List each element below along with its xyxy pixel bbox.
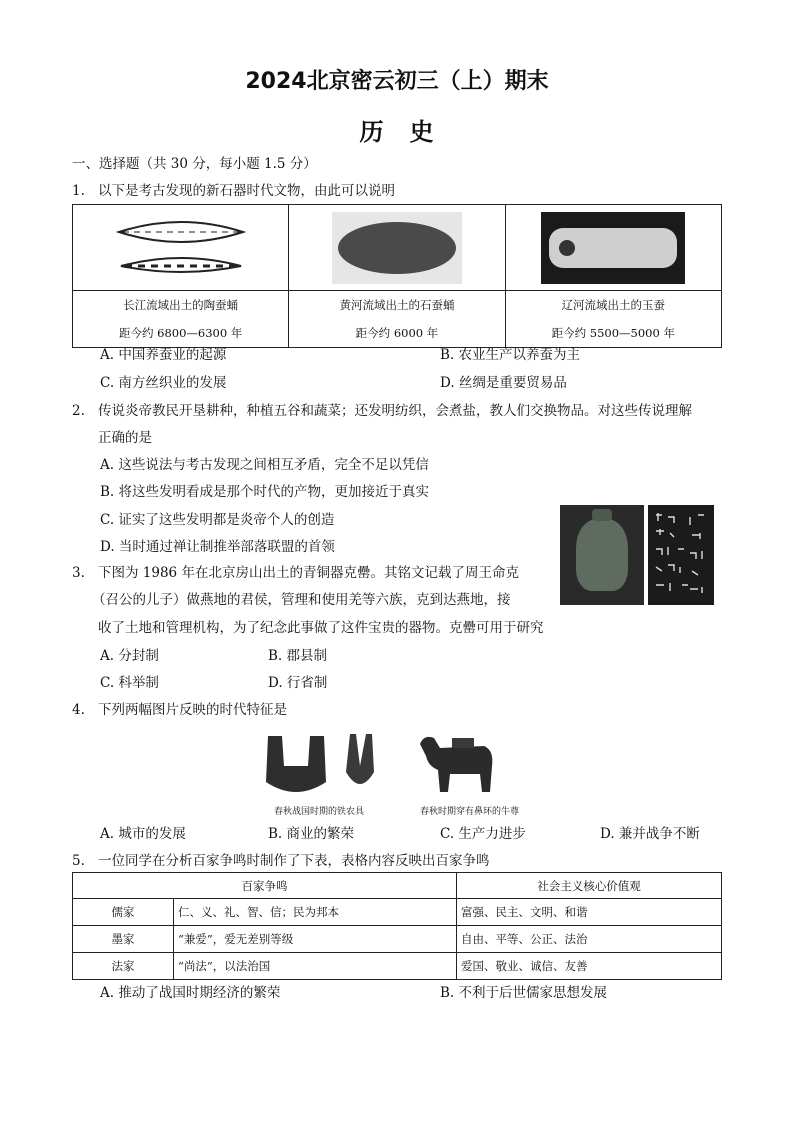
question-5-stem	[72, 852, 490, 870]
value-cell: 富强、民主、文明、和谐	[457, 899, 722, 926]
iron-tools-photo	[264, 726, 404, 802]
question-2-stem	[72, 402, 692, 420]
question-number: 4.	[72, 702, 85, 718]
caption-jade: 辽河流域出土的玉蚕 距今约 5500—5000 年	[505, 291, 721, 348]
question-text: 以下是考古发现的新石器时代文物，由此可以说明	[98, 183, 395, 199]
question-3-stem-cont2: 收了土地和管理机构，为了纪念此事做了这件宝贵的器物。克罍可用于研究	[98, 620, 544, 636]
ox-zun-photo	[414, 726, 500, 802]
cell-stone-silkworm	[289, 205, 505, 291]
q4-option-a: A. 城市的发展	[100, 826, 186, 842]
q3-option-a: A. 分封制	[100, 648, 159, 664]
q5-option-a: A. 推动了战国时期经济的繁荣	[100, 985, 281, 1001]
table-row	[73, 953, 722, 980]
cell-pottery-silkworm	[73, 205, 289, 291]
q1-option-a: A. 中国养蚕业的起源	[100, 347, 227, 363]
school-cell: 儒家	[73, 899, 174, 926]
caption-ox-zun: 春秋时期穿有鼻环的牛尊	[420, 807, 520, 817]
cell-jade-silkworm	[505, 205, 721, 291]
q4-option-b: B. 商业的繁荣	[268, 826, 355, 842]
question-text: 下列两幅图片反映的时代特征是	[98, 702, 287, 718]
caption-pottery: 长江流域出土的陶蚕蛹 距今约 6800—6300 年	[73, 291, 289, 348]
question-number: 2.	[72, 403, 85, 419]
question-2-stem-cont: 正确的是	[98, 430, 152, 446]
table-row	[73, 899, 722, 926]
question-text: 传说炎帝教民开垦耕种，种植五谷和蔬菜；还发明纺织，会煮盐，教人们交换物品。对这些传说理解	[98, 403, 692, 419]
q1-artifact-table	[72, 204, 722, 348]
section-heading: 一、选择题（共 30 分，每小题 1.5 分）	[72, 156, 317, 172]
jade-silkworm-photo	[541, 212, 685, 284]
q1-option-b: B. 农业生产以养蚕为主	[440, 347, 581, 363]
page-title: 2024北京密云初三（上）期末	[245, 69, 549, 94]
q3-option-d: D. 行省制	[268, 675, 328, 691]
school-cell: 法家	[73, 953, 174, 980]
idea-cell: “尚法”，以法治国	[174, 953, 457, 980]
idea-cell: “兼爱”，爱无差别等级	[174, 926, 457, 953]
idea-cell: 仁、义、礼、智、信；民为邦本	[174, 899, 457, 926]
q1-option-d: D. 丝绸是重要贸易品	[440, 375, 567, 391]
question-text: 下图为 1986 年在北京房山出土的青铜器克罍。其铭文记载了周王命克	[98, 565, 519, 581]
q2-option-c: C. 证实了这些发明都是炎帝个人的创造	[100, 512, 335, 528]
question-3-stem-cont1: （召公的儿子）做燕地的君侯，管理和使用羌等六族，克到达燕地，接	[92, 592, 511, 608]
q2-option-d: D. 当时通过禅让制推举部落联盟的首领	[100, 539, 335, 555]
q5-option-b: B. 不利于后世儒家思想发展	[440, 985, 608, 1001]
q2-option-b: B. 将这些发明看成是那个时代的产物，更加接近于真实	[100, 484, 430, 500]
question-1-stem	[72, 182, 395, 200]
caption-stone: 黄河流域出土的石蚕蛹 距今约 6000 年	[289, 291, 505, 348]
value-cell: 自由、平等、公正、法治	[457, 926, 722, 953]
table-header-right: 社会主义核心价值观	[457, 873, 722, 899]
question-3-stem	[72, 564, 519, 582]
q3-option-c: C. 科举制	[100, 675, 159, 691]
value-cell: 爱国、敬业、诚信、友善	[457, 953, 722, 980]
question-number: 5.	[72, 853, 85, 869]
subject-title: 历 史	[359, 118, 435, 146]
caption-iron-tools: 春秋战国时期的铁农具	[274, 807, 365, 817]
q1-option-c: C. 南方丝织业的发展	[100, 375, 227, 391]
q5-comparison-table	[72, 872, 722, 980]
question-number: 3.	[72, 565, 85, 581]
school-cell: 墨家	[73, 926, 174, 953]
stone-silkworm-photo	[332, 212, 462, 284]
table-header-left: 百家争鸣	[73, 873, 457, 899]
q4-option-d: D. 兼并战争不断	[600, 826, 700, 842]
inscription-rubbing	[648, 505, 714, 605]
table-row	[73, 926, 722, 953]
pottery-silkworm-drawing	[111, 216, 251, 280]
question-text: 一位同学在分析百家争鸣时制作了下表，表格内容反映出百家争鸣	[98, 853, 490, 869]
q2-option-a: A. 这些说法与考古发现之间相互矛盾，完全不足以凭信	[100, 457, 429, 473]
question-number: 1.	[72, 183, 85, 199]
question-4-stem	[72, 701, 287, 719]
bronze-lei-photo	[560, 505, 644, 605]
q3-option-b: B. 郡县制	[268, 648, 328, 664]
q4-option-c: C. 生产力进步	[440, 826, 526, 842]
